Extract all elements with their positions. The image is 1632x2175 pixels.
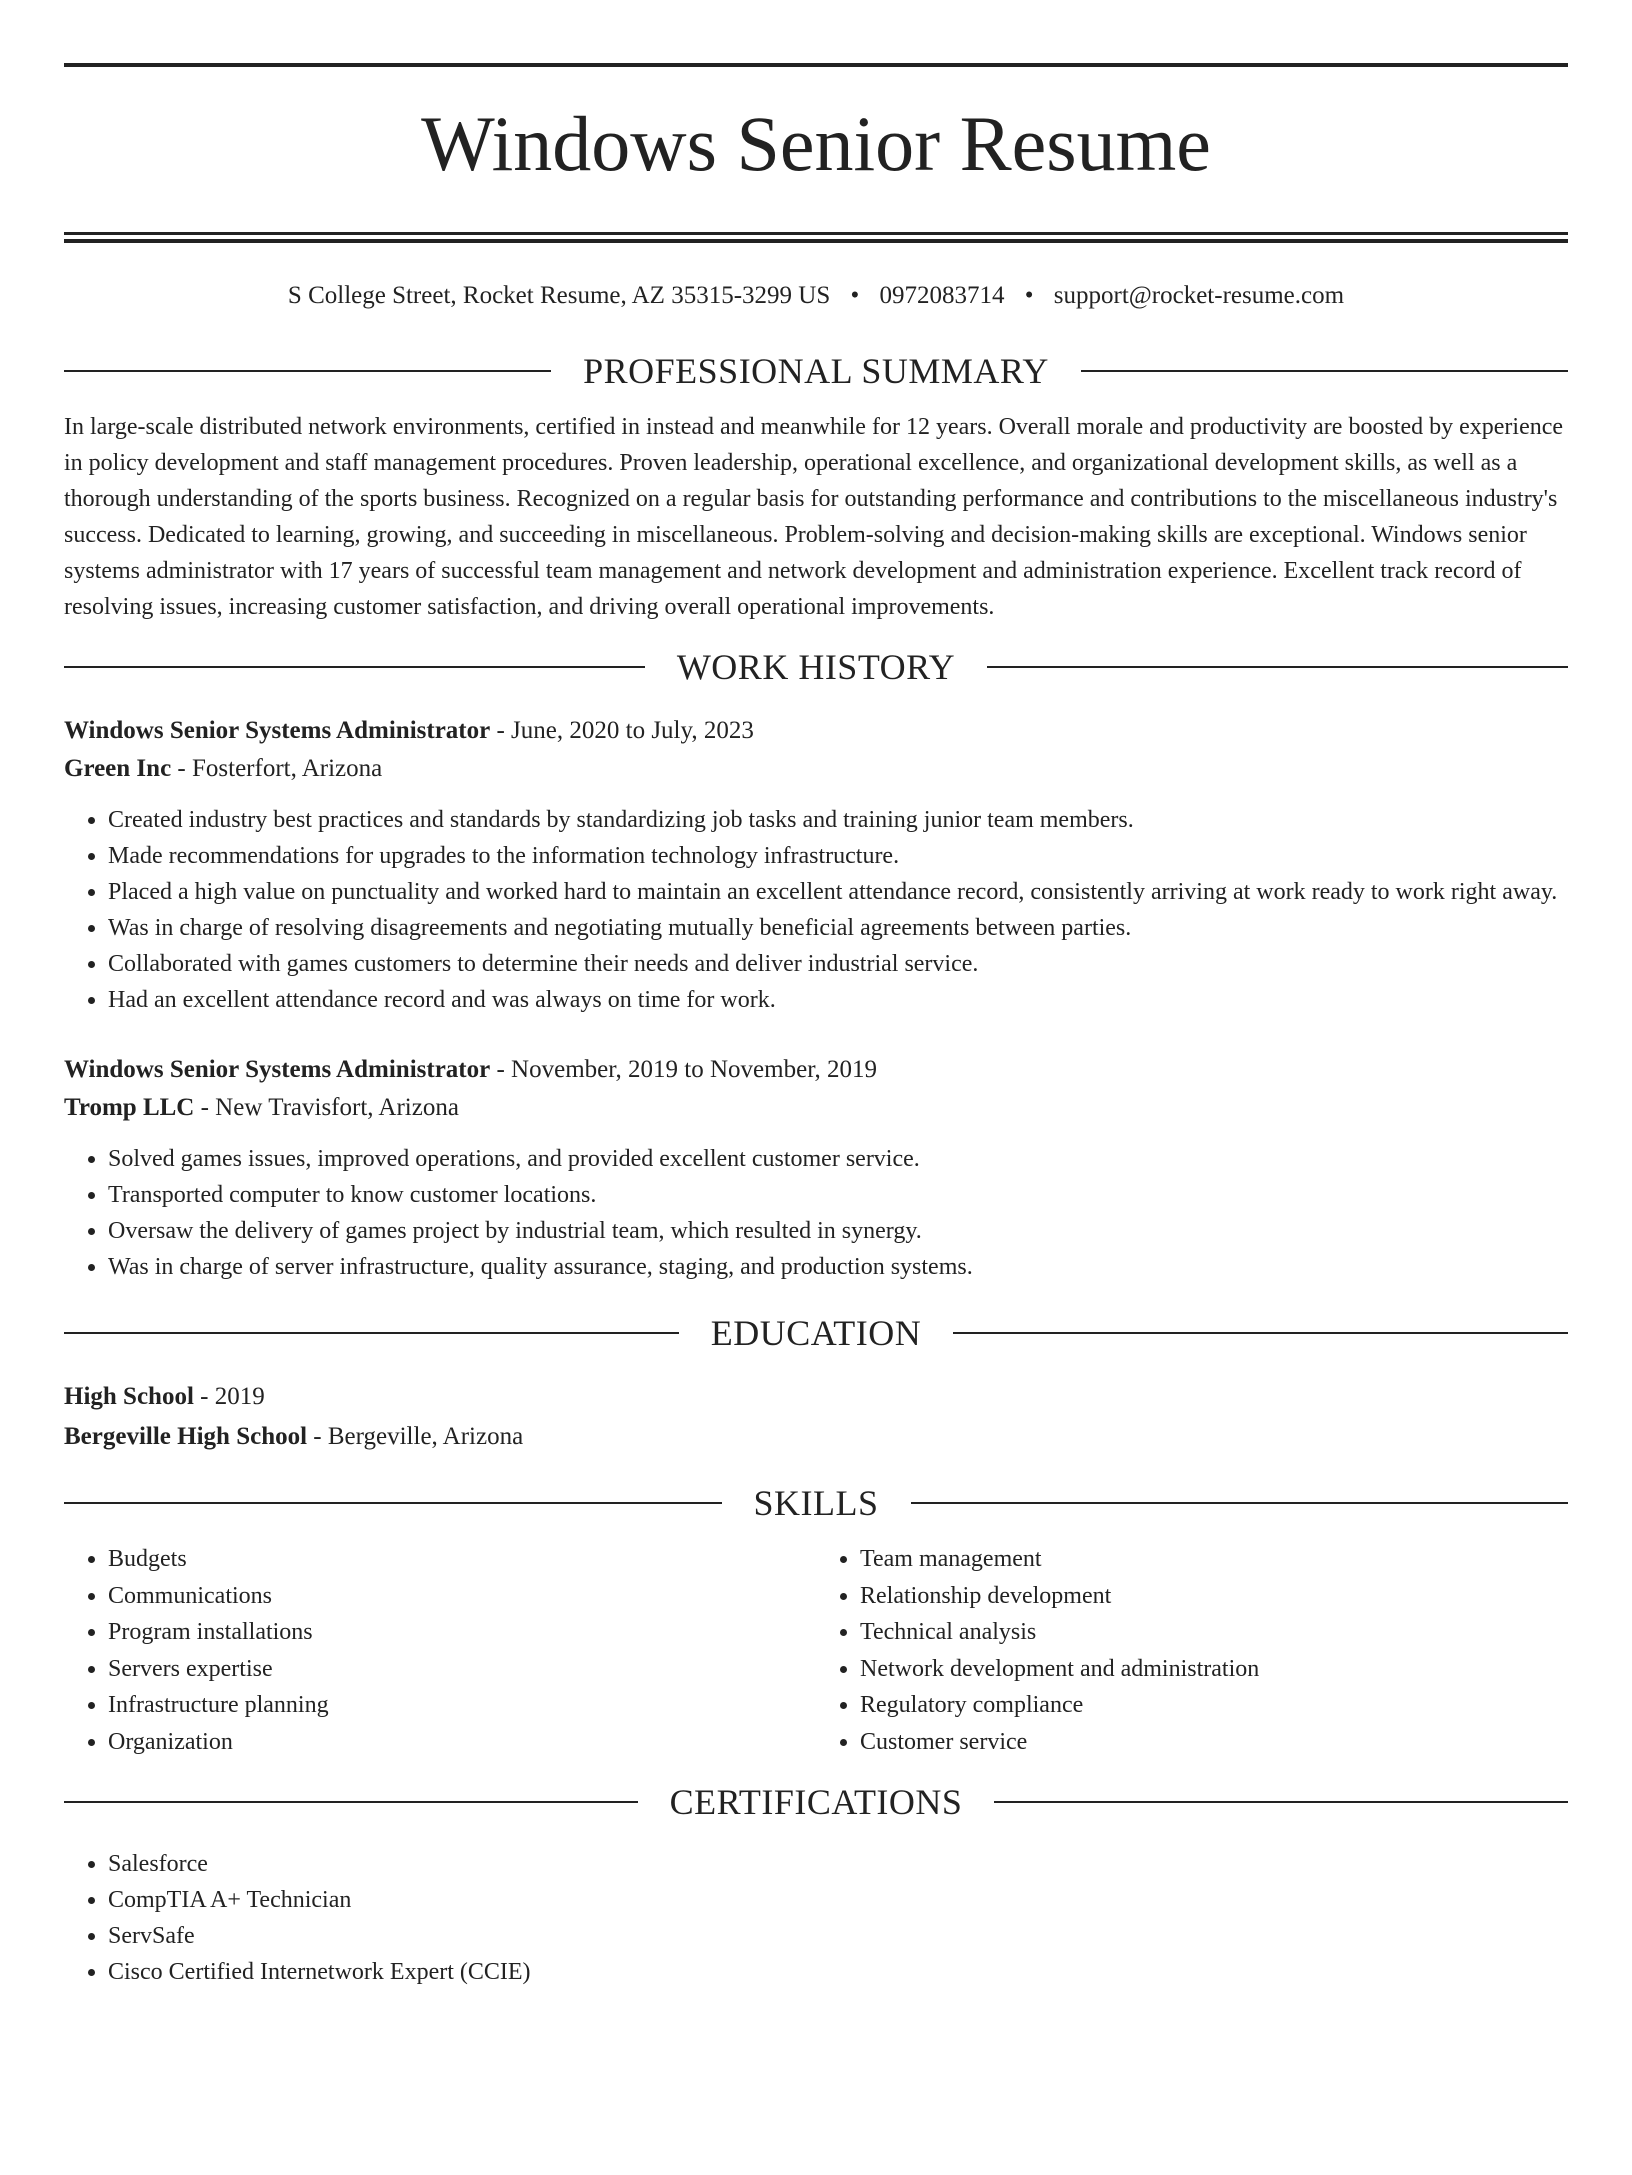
list-item: • Solved games issues, improved operations, and provided excellent customer service. <box>108 1141 1568 1177</box>
skill-item: • Customer service <box>860 1724 1568 1761</box>
skill-item: • Communications <box>108 1578 816 1615</box>
resume-title: Windows Senior Resume <box>421 100 1211 187</box>
job-company-line <box>64 1089 1568 1127</box>
education-degree: High School <box>64 1383 194 1410</box>
certification-item: • Cisco Certified Internetwork Expert (CCIE) <box>108 1954 1568 1990</box>
job-location: - Fosterfort, Arizona <box>171 755 383 782</box>
list-item: • Oversaw the delivery of games project by industrial team, which resulted in synergy. <box>108 1213 1568 1249</box>
heading-rule <box>64 1332 679 1334</box>
skill-item: • Team management <box>860 1541 1568 1578</box>
education-location: - Bergeville, Arizona <box>307 1423 524 1450</box>
skill-item: • Relationship development <box>860 1578 1568 1615</box>
section-title: CERTIFICATIONS <box>669 1782 963 1822</box>
skill-item: • Regulatory compliance <box>860 1687 1568 1724</box>
heading-rule <box>911 1502 1569 1504</box>
section-heading-skills <box>64 1483 1568 1523</box>
section-title: PROFESSIONAL SUMMARY <box>583 351 1049 391</box>
job-company: Tromp LLC <box>64 1094 195 1121</box>
job-dates: - November, 2019 to November, 2019 <box>490 1056 878 1083</box>
skill-item: • Network development and administration <box>860 1651 1568 1688</box>
skill-item: • Program installations <box>108 1614 816 1651</box>
job-entry <box>64 1051 1568 1285</box>
skill-item: • Infrastructure planning <box>108 1687 816 1724</box>
job-bullets <box>64 1141 1568 1285</box>
summary-paragraph: In large-scale distributed network environments, certified in instead and meanwhile for 12 years. Overall morale and productivity are boosted by experience in policy development and staff management procedures. Proven leadership, operational excellence, and organizational development skills, as well as a thorough understanding of the sports business. Recognized on a regular basis for outstanding performance and contributions to the miscellaneous industry's success. Dedicated to learning, growing, and succeeding in miscellaneous. Problem-solving and decision-making skills are exceptional. Windows senior systems administrator with 17 years of successful team management and network development and administration experience. Excellent track record of resolving issues, increasing customer satisfaction, and driving overall operational improvements. <box>64 414 1564 620</box>
section-title: WORK HISTORY <box>676 647 956 687</box>
education-year: - 2019 <box>193 1383 265 1410</box>
skills-list-left <box>64 1541 816 1760</box>
heading-rule <box>1081 370 1568 372</box>
skill-item: • Organization <box>108 1724 816 1761</box>
heading-rule <box>64 1502 722 1504</box>
list-item: • Was in charge of resolving disagreements and negotiating mutually beneficial agreements between parties. <box>108 910 1568 946</box>
contact-phone: 0972083714 <box>879 282 1005 309</box>
section-heading-summary <box>64 351 1568 391</box>
skill-item: • Servers expertise <box>108 1651 816 1688</box>
skills-columns <box>64 1541 1568 1760</box>
certification-item: • Salesforce <box>108 1846 1568 1882</box>
list-item: • Placed a high value on punctuality and worked hard to maintain an excellent attendance record, consistently arriving at work ready to work right away. <box>108 874 1568 910</box>
heading-rule <box>64 1801 638 1803</box>
job-company: Green Inc <box>64 755 172 782</box>
job-title: Windows Senior Systems Administrator <box>64 717 491 744</box>
education-school-line <box>64 1417 1568 1457</box>
list-item: • Was in charge of server infrastructure, quality assurance, staging, and production systems. <box>108 1249 1568 1285</box>
resume-page <box>0 63 1632 2175</box>
contact-address: S College Street, Rocket Resume, AZ 35315-3299 US <box>287 282 831 309</box>
job-location: - New Travisfort, Arizona <box>194 1094 459 1121</box>
education-school: Bergeville High School <box>64 1423 308 1450</box>
top-rule <box>64 63 1568 67</box>
skill-item: • Technical analysis <box>860 1614 1568 1651</box>
list-item: • Made recommendations for upgrades to the information technology infrastructure. <box>108 838 1568 874</box>
job-company-line <box>64 750 1568 788</box>
job-dates: - June, 2020 to July, 2023 <box>490 717 754 744</box>
job-entry <box>64 712 1568 1018</box>
certification-item: • CompTIA A+ Technician <box>108 1882 1568 1918</box>
heading-rule <box>994 1801 1568 1803</box>
contact-email: support@rocket-resume.com <box>1053 282 1345 309</box>
heading-rule <box>953 1332 1568 1334</box>
list-item: • Collaborated with games customers to determine their needs and deliver industrial service. <box>108 946 1568 982</box>
section-heading-education <box>64 1313 1568 1353</box>
certification-item: • ServSafe <box>108 1918 1568 1954</box>
section-title: SKILLS <box>753 1483 879 1523</box>
list-item: • Transported computer to know customer locations. <box>108 1177 1568 1213</box>
heading-rule <box>64 666 645 668</box>
skill-item: • Budgets <box>108 1541 816 1578</box>
job-bullets <box>64 802 1568 1018</box>
heading-rule <box>64 370 551 372</box>
section-heading-work-history <box>64 647 1568 687</box>
job-title: Windows Senior Systems Administrator <box>64 1056 491 1083</box>
education-entry <box>64 1377 1568 1457</box>
contact-line <box>64 281 1568 311</box>
job-title-line <box>64 1051 1568 1089</box>
list-item: • Had an excellent attendance record and was always on time for work. <box>108 982 1568 1018</box>
title-double-rule <box>64 232 1568 243</box>
certifications-list <box>64 1846 1568 1990</box>
heading-rule <box>987 666 1568 668</box>
education-degree-line <box>64 1377 1568 1417</box>
section-title: EDUCATION <box>710 1313 922 1353</box>
skills-list-right <box>816 1541 1568 1760</box>
list-item: • Created industry best practices and standards by standardizing job tasks and training junior team members. <box>108 802 1568 838</box>
contact-separator: • <box>1024 282 1034 309</box>
contact-separator: • <box>850 282 860 309</box>
section-heading-certifications <box>64 1782 1568 1822</box>
job-title-line <box>64 712 1568 750</box>
